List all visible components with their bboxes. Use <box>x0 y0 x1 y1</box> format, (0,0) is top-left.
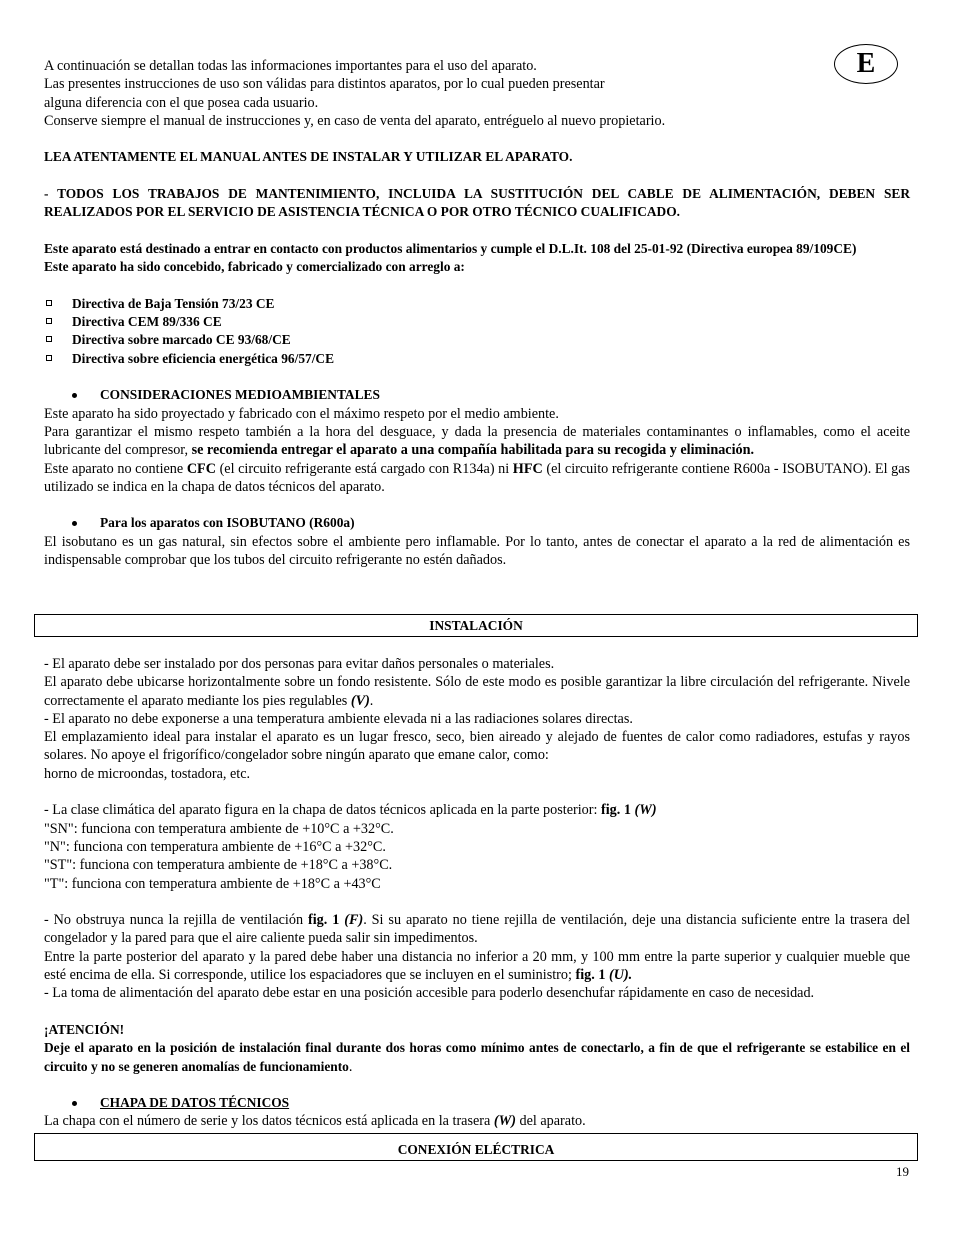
climate-class-item: "SN": funciona con temperatura ambiente de +10°C a +32°C. <box>44 820 394 837</box>
intro-line: alguna diferencia con el que posea cada usuario. <box>44 94 319 111</box>
intro-line: Las presentes instrucciones de uso son válidas para distintos aparatos, por lo cual pueden presentar <box>44 76 605 93</box>
directive-item: Directiva CEM 89/336 CE <box>72 313 910 331</box>
read-manual-warning: LEA ATENTAMENTE EL MANUAL ANTES DE INSTALAR Y UTILIZAR EL APARATO. <box>44 149 573 165</box>
food-contact-text: Este aparato está destinado a entrar en contacto con productos alimentarios y cumple el D.L.It. 108 del 25-01-92 (Directiva europea 89/109CE) <box>44 240 857 256</box>
isobutane-text: El isobutano es un gas natural, sin efectos sobre el ambiente pero inflamable. Por lo tanto, antes de conectar el aparato a la red de alimentación es indispensable comprobar que los tubos del circuito refrigerante no estén dañados. <box>44 533 910 569</box>
installation-title: INSTALACIÓN <box>34 614 918 637</box>
maintenance-warning: - TODOS LOS TRABAJOS DE MANTENIMIENTO, INCLUIDA LA SUSTITUCIÓN DEL CABLE DE ALIMENTACIÓN, DEBEN SER REALIZADOS POR EL SERVICIO DE ASISTENCIA TÉCNICA O POR OTRO TÉCNICO CUALIFICADO. <box>44 186 910 220</box>
climate-class-item: "T": funciona con temperatura ambiente de +18°C a +43°C <box>44 875 381 892</box>
ventilation-paragraph: - No obstruya nunca la rejilla de ventilación fig. 1 (F). Si su aparato no tiene rejilla de ventilación, deje una distancia suficiente entre la trasera del congelador y la pared para que el aire caliente pueda salir sin impedimentos. <box>44 912 911 947</box>
directive-item: Directiva de Baja Tensión 73/23 CE <box>72 295 910 313</box>
directive-item: Directiva sobre eficiencia energética 96/57/CE <box>72 350 910 368</box>
directive-item: Directiva sobre marcado CE 93/68/CE <box>72 331 910 349</box>
plug-paragraph: - La toma de alimentación del aparato debe estar en una posición accesible para poderlo desenchufar rápidamente en caso de necesidad. <box>44 985 815 1002</box>
plate-text: La chapa con el número de serie y los datos técnicos está aplicada en la trasera (W) del aparato. <box>44 1113 586 1130</box>
intro-line: A continuación se detallan todas las informaciones importantes para el uso del aparato. <box>44 58 537 74</box>
climate-class-item: "N": funciona con temperatura ambiente de +16°C a +32°C. <box>44 838 386 855</box>
attention-text: Deje el aparato en la posición de instalación final durante dos horas como mínimo antes de conectarlo, a fin de que el refrigerante se estabilice en el circuito y no se generen anomalías de funcionamiento. <box>44 1040 910 1075</box>
installation-body <box>44 655 910 1131</box>
gas-paragraph: Este aparato no contiene CFC (el circuito refrigerante está cargado con R134a) ni HFC (el circuito refrigerante contiene R600a - ISOBUTANO). El gas utilizado se indica en la chapa de datos técnicos del aparato. <box>44 460 911 495</box>
intro-line: Conserve siempre el manual de instrucciones y, en caso de venta del aparato, entréguelo al nuevo propietario. <box>44 112 666 129</box>
install-line: horno de microondas, tostadora, etc. <box>44 765 251 782</box>
climate-class-line: - La clase climática del aparato figura en la chapa de datos técnicos aplicada en la parte posterior: fig. 1 (W) <box>44 802 657 819</box>
attention-heading: ¡ATENCIÓN! <box>44 1021 125 1037</box>
document-body <box>44 57 910 569</box>
plate-heading: CHAPA DE DATOS TÉCNICOS <box>44 1094 910 1112</box>
isobutane-heading: Para los aparatos con ISOBUTANO (R600a) <box>44 514 910 532</box>
directives-list <box>44 295 910 368</box>
install-line: - El aparato debe ser instalado por dos personas para evitar daños personales o materiales. <box>44 656 555 672</box>
climate-class-item: "ST": funciona con temperatura ambiente de +18°C a +38°C. <box>44 857 393 874</box>
env-heading: CONSIDERACIONES MEDIOAMBIENTALES <box>44 386 910 404</box>
env-line: Este aparato ha sido proyectado y fabricado con el máximo respeto por el medio ambiente. <box>44 405 559 422</box>
install-line: - El aparato no debe exponerse a una temperatura ambiente elevada ni a las radiaciones solares directas. <box>44 710 633 727</box>
install-location: El emplazamiento ideal para instalar el aparato es un lugar fresco, seco, bien aireado y alejado de fuentes de calor como radiadores, estufas y rayos solares. No apoye el frigorífico/congelador sobre ningún aparato que emane calor, como: <box>44 729 910 764</box>
conceived-text: Este aparato ha sido concebido, fabricado y comercializado con arreglo a: <box>44 259 465 275</box>
distance-paragraph: Entre la parte posterior del aparato y la pared debe haber una distancia no inferior a 20 mm, y 100 mm entre la parte superior y cualquier mueble que esté encima de ella. Si corresponde, utilice los espaciadores que se incluyen en el suministro; fig. 1 (U). <box>44 948 910 984</box>
install-level: El aparato debe ubicarse horizontalmente sobre un fondo resistente. Sólo de este modo es posible garantizar la libre circulación del refrigerante. Nivele correctamente el aparato mediante los pies regulables (V). <box>44 674 910 709</box>
electrical-connection-title: CONEXIÓN ELÉCTRICA <box>34 1133 918 1161</box>
page-number: 19 <box>896 1164 909 1179</box>
env-paragraph: Para garantizar el mismo respeto también a la hora del desguace, y dada la presencia de materiales contaminantes o inflamables, como el aceite lubricante del compresor, se recomienda entregar el aparato a una compañía habilitada para su recogida y eliminación. <box>44 423 910 459</box>
language-badge: E <box>834 44 898 84</box>
